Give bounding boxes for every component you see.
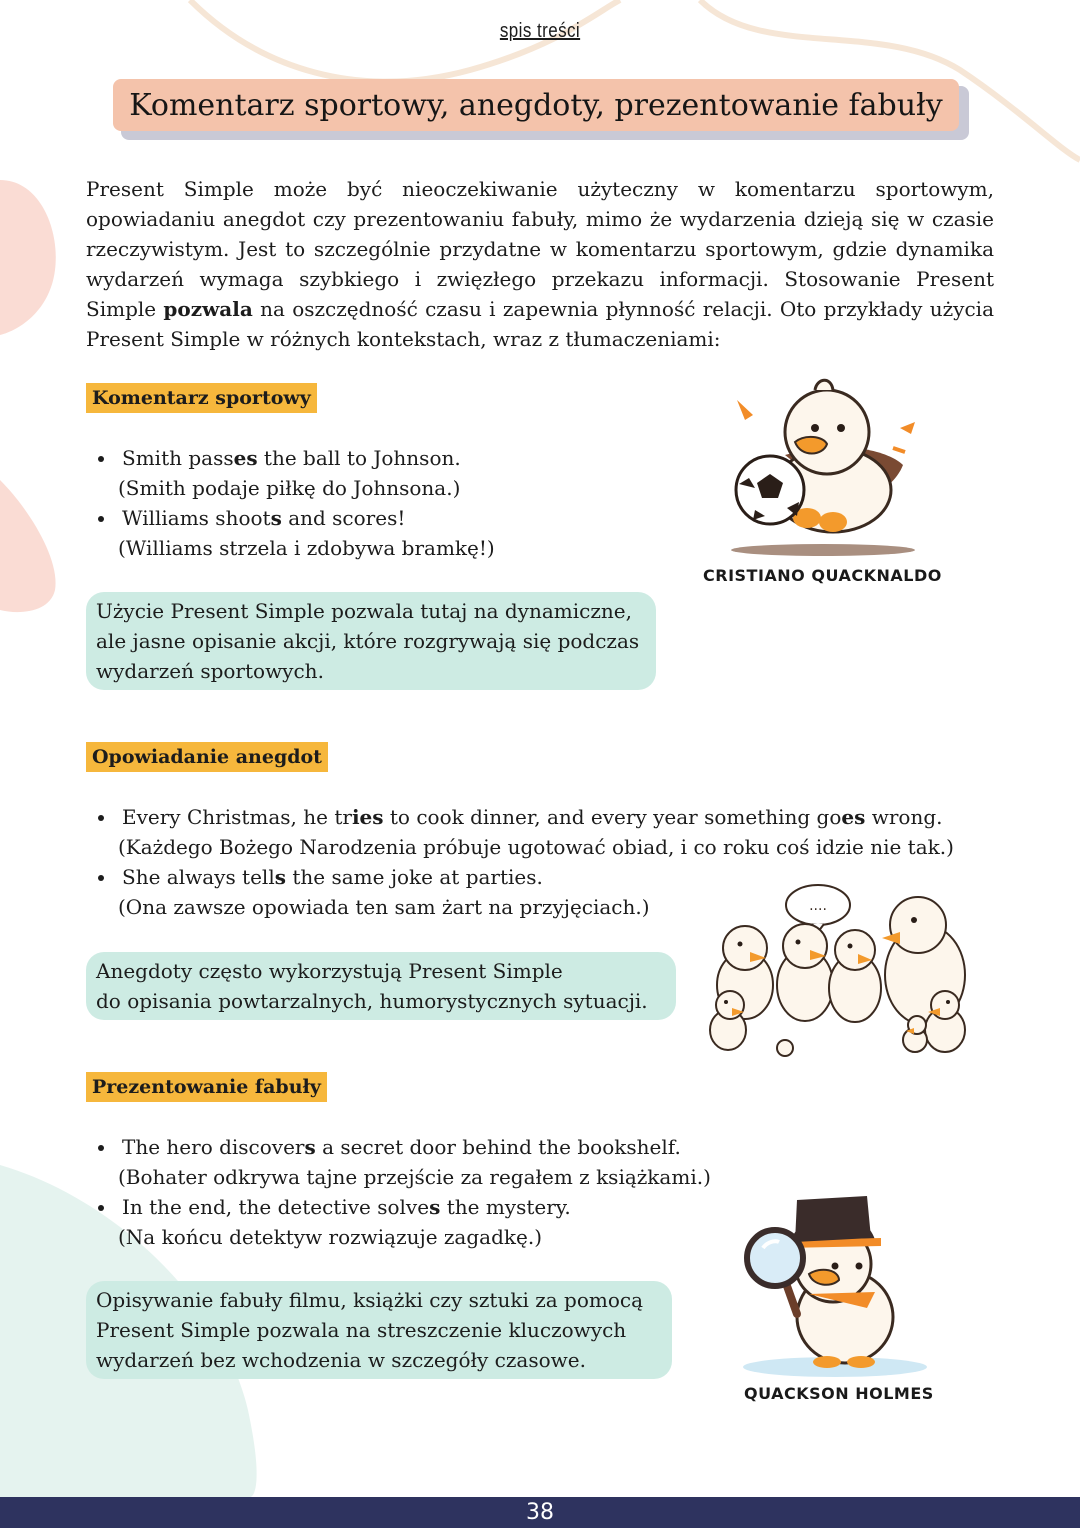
- translation: (Każdego Bożego Narodzenia próbuje ugotować obiad, i co roku coś idzie nie tak.): [118, 835, 954, 859]
- section-label-plot: Prezentowanie fabuły: [86, 1072, 327, 1102]
- list-item: Smith passes the ball to Johnson. (Smith podaje piłkę do Johnsona.): [86, 443, 495, 503]
- list-item: Every Christmas, he tries to cook dinner, and every year something goes wrong. (Każdego Bożego Narodzenia próbuje ugotować obiad, i co roku coś idzie nie tak.): [86, 802, 954, 862]
- page-title: Komentarz sportowy, anegdoty, prezentowanie fabuły: [129, 87, 943, 123]
- translation: (Williams strzela i zdobywa bramkę!): [118, 536, 495, 560]
- intro-bold: pozwala: [163, 297, 253, 321]
- section-label-sport: Komentarz sportowy: [86, 383, 317, 413]
- bullet-list-sport: [86, 443, 495, 563]
- list-item: In the end, the detective solves the mystery. (Na końcu detektyw rozwiązuje zagadkę.): [86, 1192, 711, 1252]
- page-number: 38: [526, 1500, 554, 1525]
- title-banner: [113, 79, 959, 131]
- translation: (Smith podaje piłkę do Johnsona.): [118, 476, 461, 500]
- intro-text-2: na oszczędność czasu i zapewnia płynność relacji. Oto przykłady użycia Present Simple w różnych kontekstach, wraz z tłumaczeniami:: [86, 297, 994, 351]
- bullet-dot: [98, 516, 104, 522]
- bullet-list-plot: [86, 1132, 711, 1252]
- soccer-ball-icon: [736, 456, 804, 524]
- note-box-anecdotes: [86, 952, 676, 1020]
- list-item: She always tells the same joke at parties. (Ona zawsze opowiada ten sam żart na przyjęciach.): [86, 862, 954, 922]
- intro-paragraph: [86, 174, 994, 354]
- translation: (Bohater odkrywa tajne przejście za regałem z książkami.): [118, 1165, 711, 1189]
- duck-caption: CRISTIANO QUACKNALDO: [703, 566, 942, 585]
- note-line: Anegdoty często wykorzystują Present Simple: [96, 959, 563, 983]
- translation: (Na końcu detektyw rozwiązuje zagadkę.): [118, 1225, 543, 1249]
- intro-text-1: Present Simple może być nieoczekiwanie użyteczny w komentarzu sportowym, opowiadaniu anegdot czy prezentowaniu fabuły, mimo że wydarzenia dzieją się w czasie rzeczywistym. Jest to szczególnie przydatne w komentarzu sportowym, gdzie dynamika wydarzeń wymaga szybkiego i zwięzłego przekazu informacji. Stosowanie Present Simple: [86, 177, 994, 321]
- detective-duck-illustration: [735, 1182, 935, 1382]
- note-box-sport: Użycie Present Simple pozwala tutaj na dynamiczne, ale jasne opisanie akcji, które rozgrywają się podczas wydarzeń sportowych.: [86, 592, 656, 690]
- bullet-dot: [98, 456, 104, 462]
- bullet-dot: [98, 875, 104, 881]
- toc-link[interactable]: spis treści: [499, 20, 581, 42]
- soccer-duck-illustration: [715, 370, 925, 560]
- list-item: Williams shoots and scores! (Williams strzela i zdobywa bramkę!): [86, 503, 495, 563]
- bullet-dot: [98, 1205, 104, 1211]
- section-label-anecdotes: Opowiadanie anegdot: [86, 742, 328, 772]
- duck-caption: QUACKSON HOLMES: [744, 1384, 934, 1403]
- bullet-dot: [98, 815, 104, 821]
- duck-family-illustration: [700, 880, 975, 1060]
- speech-bubble-text: ....: [809, 898, 827, 914]
- note-box-plot: Opisywanie fabuły filmu, książki czy sztuki za pomocą Present Simple pozwala na streszczenie kluczowych wydarzeń bez wchodzenia w szczegóły czasowe.: [86, 1281, 672, 1379]
- magnifying-glass-icon: [747, 1230, 803, 1314]
- bullet-dot: [98, 1145, 104, 1151]
- note-line: do opisania powtarzalnych, humorystycznych sytuacji.: [96, 989, 648, 1013]
- list-item: The hero discovers a secret door behind the bookshelf. (Bohater odkrywa tajne przejście za regałem z książkami.): [86, 1132, 711, 1192]
- page-footer: [0, 1497, 1080, 1528]
- translation: (Ona zawsze opowiada ten sam żart na przyjęciach.): [118, 895, 650, 919]
